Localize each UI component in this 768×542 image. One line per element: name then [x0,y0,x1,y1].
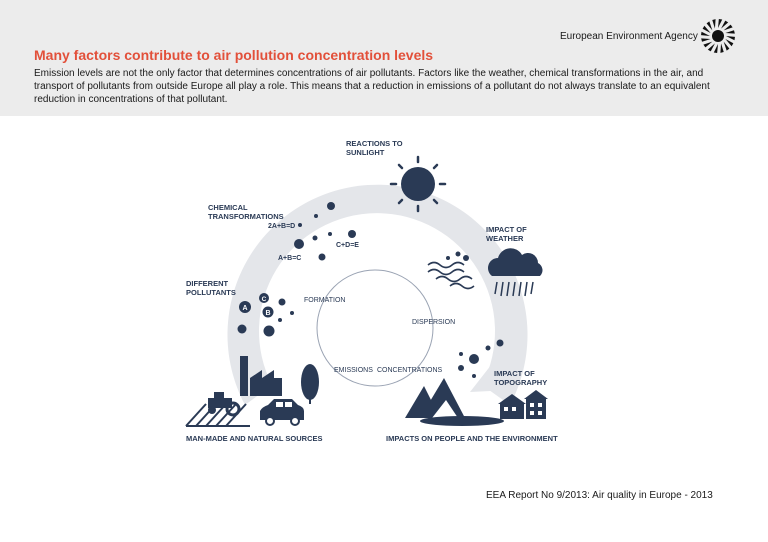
label-pollutants-line2: POLLUTANTS [186,288,236,297]
label-chemical-line2: TRANSFORMATIONS [208,212,284,221]
formula-1: 2A+B=D [268,223,296,230]
wind-icon [428,263,474,289]
logo-ray [725,30,734,33]
car-icon [260,399,304,425]
tractor-icon [208,392,239,415]
formula-2: A+B=C [278,255,302,262]
molecule-b: B [265,310,271,317]
air-pollution-diagram [0,116,768,456]
label-topography-line1: IMPACT OF [494,369,535,378]
label-sources: MAN-MADE AND NATURAL SOURCES [186,434,323,443]
cycle-concentrations: CONCENTRATIONS [377,367,443,374]
label-chemical-line1: CHEMICAL [208,203,248,212]
logo-ray [703,42,712,48]
page-title: Many factors contribute to air pollution concentration levels [34,47,434,63]
label-reactions-line1: REACTIONS TO [346,139,403,148]
label-impacts: IMPACTS ON PEOPLE AND THE ENVIRONMENT [386,434,558,443]
brand-name[interactable]: European Environment Agency [560,31,698,42]
label-weather-line1: IMPACT OF [486,225,527,234]
logo-ray [712,19,715,28]
label-weather-line2: WEATHER [486,234,524,243]
label-pollutants-line1: DIFFERENT [186,279,229,288]
molecule-c: C [261,296,267,303]
logo-ray [721,21,728,29]
logo-ray [725,39,733,46]
label-topography-line2: TOPOGRAPHY [494,378,548,387]
page-description: Emission levels are not the only factor that determines concentrations of air pollutants. Factors like the weather, chemical transformations in the air, and transport of pollutants from outside Europe all play a role. This means that a reduction in emissions of a pollutant do not always translate to an equivalent reduction in concentrations of that pollutant. [34,68,710,105]
logo-ray [720,43,723,52]
logo-ray [708,43,715,51]
label-reactions-line2: SUNLIGHT [346,148,385,157]
cycle-dispersion: DISPERSION [412,319,456,326]
tree-icon [301,364,319,404]
logo-ray [724,42,730,51]
logo-ray [724,25,733,31]
lake-icon [420,416,504,426]
logo-ray [714,44,718,53]
logo-ray [701,38,710,41]
logo-ray [718,19,722,28]
cycle-emissions: EMISSIONS [334,367,373,374]
logo-ray [726,36,735,40]
logo-ray [701,32,710,36]
report-citation: EEA Report No 9/2013: Air quality in Europe - 2013 [486,490,713,501]
molecule-a: A [242,305,248,312]
logo-ray [707,21,713,30]
logo-ray [703,26,711,33]
mountains-icon [405,378,465,418]
formula-3: C+D=E [336,242,359,249]
eea-sun-logo-icon[interactable] [700,18,736,54]
cycle-formation: FORMATION [304,297,346,304]
